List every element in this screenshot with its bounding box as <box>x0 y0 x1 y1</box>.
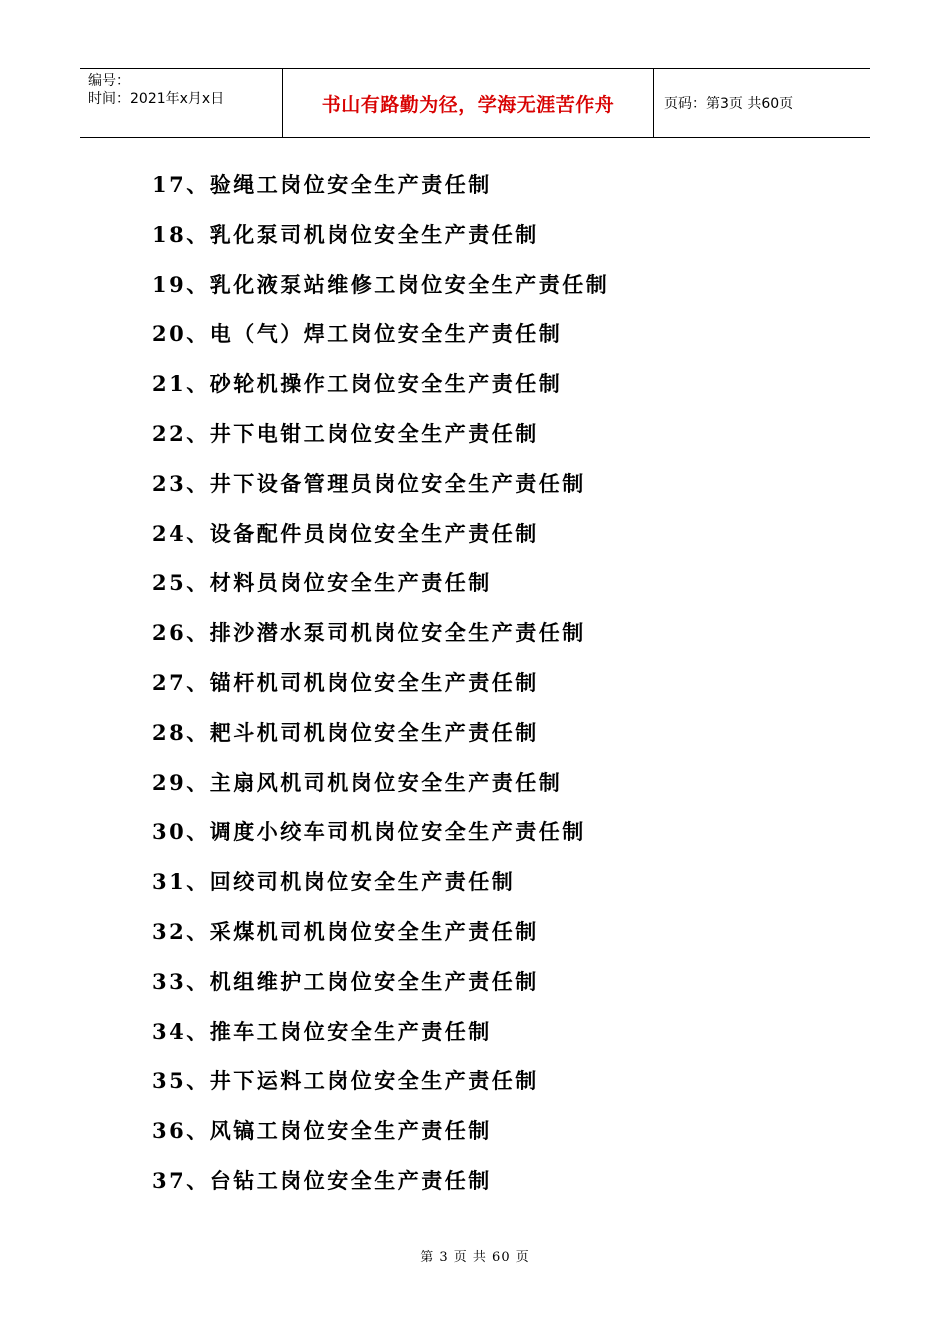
list-item: 37、台钻工岗位安全生产责任制 <box>152 1167 492 1193</box>
document-time-label: 时间：2021年x月x日 <box>88 91 225 107</box>
list-item: 28、耙斗机司机岗位安全生产责任制 <box>152 719 539 745</box>
list-item: 26、排沙潜水泵司机岗位安全生产责任制 <box>152 620 586 646</box>
list-item: 27、锚杆机司机岗位安全生产责任制 <box>152 669 539 695</box>
list-item: 20、电（气）焊工岗位安全生产责任制 <box>152 321 563 347</box>
list-item: 17、验绳工岗位安全生产责任制 <box>152 172 492 197</box>
list-item: 24、设备配件员岗位安全生产责任制 <box>152 520 539 546</box>
list-item: 35、井下运料工岗位安全生产责任制 <box>152 1068 539 1094</box>
header-meta <box>80 69 282 137</box>
header-motto-cell <box>282 69 654 137</box>
list-item: 29、主扇风机司机岗位安全生产责任制 <box>152 769 563 795</box>
footer-page-number: 第 3 页 共 60 页 <box>420 1250 530 1265</box>
responsibility-list <box>152 164 609 1210</box>
header-page-info-cell <box>654 69 870 137</box>
header-motto: 书山有路勤为径，学海无涯苦作舟 <box>321 93 615 116</box>
list-item: 33、机组维护工岗位安全生产责任制 <box>152 968 539 994</box>
list-item: 22、井下电钳工岗位安全生产责任制 <box>152 420 539 446</box>
list-item: 36、风镐工岗位安全生产责任制 <box>152 1118 492 1144</box>
list-item: 25、材料员岗位安全生产责任制 <box>152 570 492 596</box>
list-item: 34、推车工岗位安全生产责任制 <box>152 1018 492 1044</box>
list-item: 32、采煤机司机岗位安全生产责任制 <box>152 918 539 944</box>
header-page-info: 页码：第3页 共60页 <box>664 96 794 112</box>
page-footer <box>0 1246 950 1265</box>
list-item: 19、乳化液泵站维修工岗位安全生产责任制 <box>152 271 610 297</box>
document-number-label: 编号： <box>88 73 130 89</box>
page-header <box>80 68 870 138</box>
list-item: 30、调度小绞车司机岗位安全生产责任制 <box>152 819 586 845</box>
list-item: 21、砂轮机操作工岗位安全生产责任制 <box>152 371 563 397</box>
list-item: 31、回绞司机岗位安全生产责任制 <box>152 869 516 895</box>
list-item: 18、乳化泵司机岗位安全生产责任制 <box>152 221 539 247</box>
list-item: 23、井下设备管理员岗位安全生产责任制 <box>152 470 586 496</box>
